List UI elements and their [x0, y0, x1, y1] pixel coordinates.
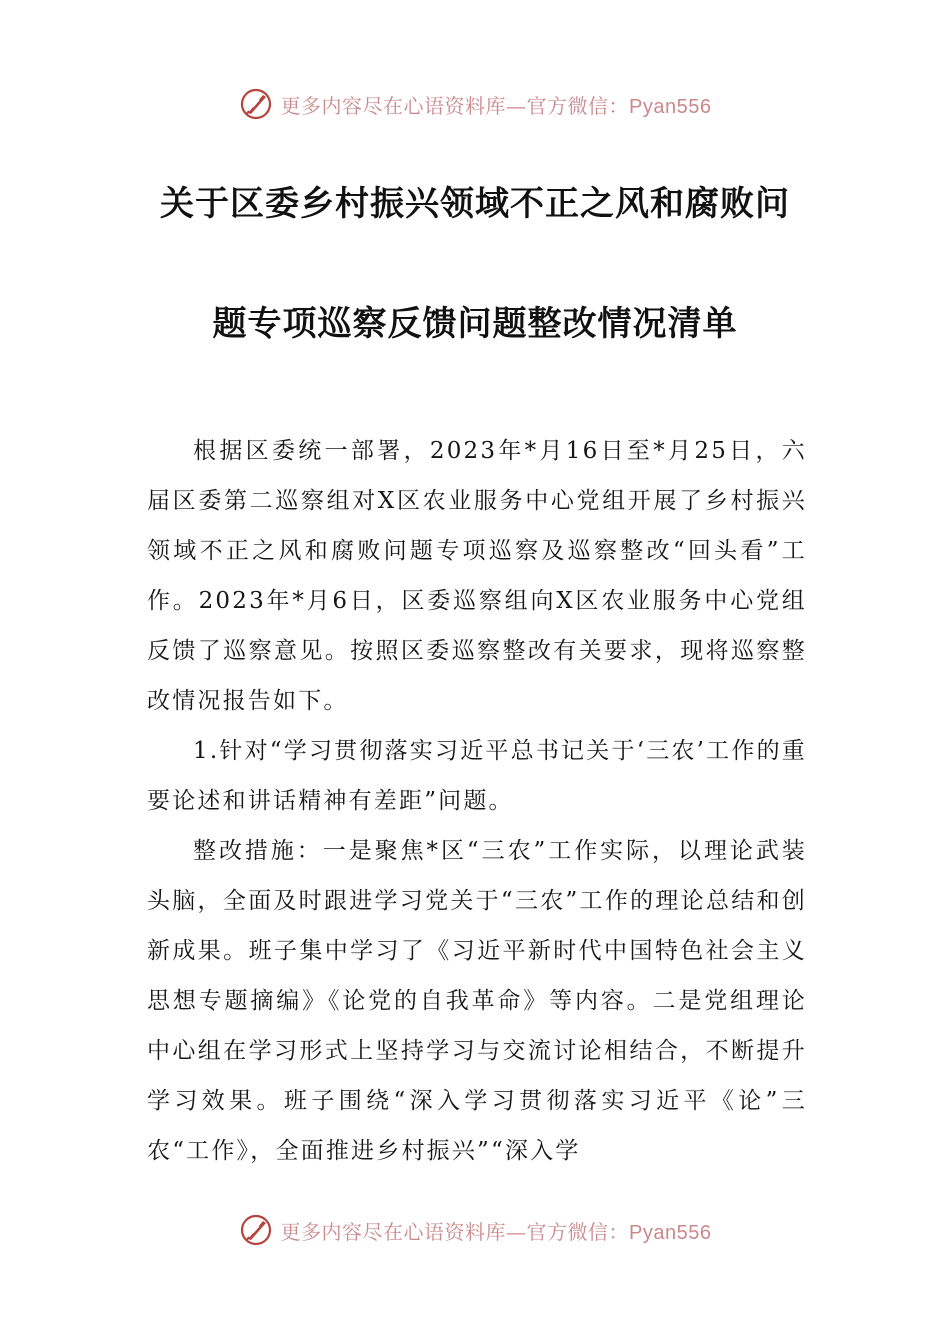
watermark-text: 更多内容尽在心语资料库—官方微信：Pyan556: [280, 1219, 712, 1244]
document-title-line-1: 关于区委乡村振兴领域不正之风和腐败问: [160, 184, 790, 224]
quill-pen-logo-icon: [239, 87, 273, 121]
watermark-wechat-id: Pyan556: [629, 95, 712, 118]
watermark-wechat-id: Pyan556: [629, 1221, 712, 1244]
paragraph: 根据区委统一部署，2023年*月16日至*月25日，六届区委第二巡察组对X区农业服务中心党组开展了乡村振兴领域不正之风和腐败问题专项巡察及巡察整改“回头看”工作。2023年*月6日，区委巡察组向X区农业服务中心党组反馈了巡察意见。按照区委巡察整改有关要求，现将巡察整改情况报告如下。: [147, 438, 807, 714]
watermark-text: 更多内容尽在心语资料库—官方微信：Pyan556: [280, 93, 712, 118]
watermark-header: [0, 82, 950, 126]
paragraph: 1.针对“学习贯彻落实习近平总书记关于‘三农’工作的重要论述和讲话精神有差距”问题。: [147, 738, 807, 814]
paragraph: 整改措施：一是聚焦*区“三农”工作实际，以理论武装头脑，全面及时跟进学习党关于“三农”工作的理论总结和创新成果。班子集中学习了《习近平新时代中国特色社会主义思想专题摘编》《论党的自我革命》等内容。二是党组理论中心组在学习形式上坚持学习与交流讨论相结合，不断提升学习效果。班子围绕“深入学习贯彻落实习近平《论”三农“工作》，全面推进乡村振兴”“深入学: [147, 838, 807, 1164]
watermark-footer: [0, 1208, 950, 1252]
quill-pen-logo-icon: [239, 1213, 273, 1247]
document-body: [147, 426, 807, 1176]
document-title-line-2: 题专项巡察反馈问题整改情况清单: [212, 304, 738, 344]
